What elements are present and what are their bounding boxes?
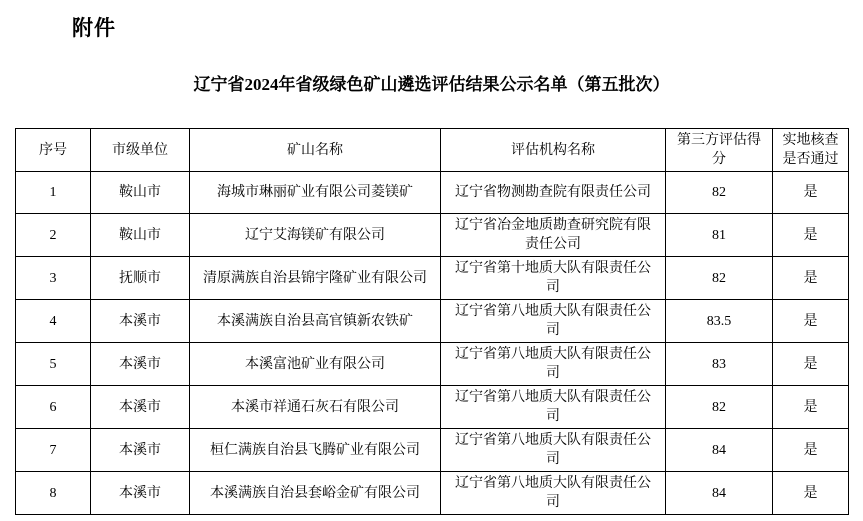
cell-mine-name: 本溪满族自治县套峪金矿有限公司 <box>190 472 441 515</box>
cell-score: 83.5 <box>666 300 773 343</box>
cell-city: 抚顺市 <box>91 257 190 300</box>
cell-verified: 是 <box>773 257 849 300</box>
table-row <box>16 300 849 343</box>
cell-agency: 辽宁省物测勘查院有限责任公司 <box>441 172 666 214</box>
cell-mine-name: 本溪富池矿业有限公司 <box>190 343 441 386</box>
cell-score: 82 <box>666 172 773 214</box>
table-row <box>16 214 849 257</box>
cell-agency: 辽宁省第八地质大队有限责任公司 <box>441 429 666 472</box>
table-row <box>16 343 849 386</box>
cell-mine-name: 本溪市祥通石灰石有限公司 <box>190 386 441 429</box>
cell-city: 本溪市 <box>91 429 190 472</box>
cell-verified: 是 <box>773 214 849 257</box>
cell-score: 84 <box>666 472 773 515</box>
cell-verified: 是 <box>773 172 849 214</box>
cell-agency: 辽宁省第八地质大队有限责任公司 <box>441 472 666 515</box>
cell-verified: 是 <box>773 300 849 343</box>
cell-city: 本溪市 <box>91 386 190 429</box>
cell-seq: 7 <box>16 429 91 472</box>
cell-mine-name: 清原满族自治县锦宇隆矿业有限公司 <box>190 257 441 300</box>
col-header-agency: 评估机构名称 <box>441 129 666 172</box>
page-title: 辽宁省2024年省级绿色矿山遴选评估结果公示名单（第五批次） <box>193 75 670 94</box>
col-header-city: 市级单位 <box>91 129 190 172</box>
cell-city: 本溪市 <box>91 472 190 515</box>
cell-agency: 辽宁省冶金地质勘查研究院有限责任公司 <box>441 214 666 257</box>
cell-verified: 是 <box>773 429 849 472</box>
cell-seq: 4 <box>16 300 91 343</box>
cell-agency: 辽宁省第十地质大队有限责任公司 <box>441 257 666 300</box>
table-row <box>16 172 849 214</box>
results-table <box>15 128 849 515</box>
cell-verified: 是 <box>773 472 849 515</box>
col-header-score: 第三方评估得分 <box>666 129 773 172</box>
cell-agency: 辽宁省第八地质大队有限责任公司 <box>441 386 666 429</box>
cell-score: 82 <box>666 257 773 300</box>
cell-mine-name: 桓仁满族自治县飞腾矿业有限公司 <box>190 429 441 472</box>
cell-agency: 辽宁省第八地质大队有限责任公司 <box>441 300 666 343</box>
cell-score: 81 <box>666 214 773 257</box>
cell-mine-name: 海城市琳丽矿业有限公司菱镁矿 <box>190 172 441 214</box>
cell-verified: 是 <box>773 343 849 386</box>
col-header-verified: 实地核查是否通过 <box>773 129 849 172</box>
cell-mine-name: 辽宁艾海镁矿有限公司 <box>190 214 441 257</box>
cell-seq: 2 <box>16 214 91 257</box>
cell-seq: 3 <box>16 257 91 300</box>
cell-city: 本溪市 <box>91 300 190 343</box>
col-header-seq: 序号 <box>16 129 91 172</box>
table-row <box>16 429 849 472</box>
cell-agency: 辽宁省第八地质大队有限责任公司 <box>441 343 666 386</box>
cell-seq: 5 <box>16 343 91 386</box>
attachment-label: 附件 <box>72 17 116 40</box>
cell-score: 82 <box>666 386 773 429</box>
cell-seq: 6 <box>16 386 91 429</box>
cell-seq: 1 <box>16 172 91 214</box>
table-row <box>16 386 849 429</box>
table-row <box>16 257 849 300</box>
cell-score: 84 <box>666 429 773 472</box>
cell-score: 83 <box>666 343 773 386</box>
cell-seq: 8 <box>16 472 91 515</box>
cell-mine-name: 本溪满族自治县高官镇新农铁矿 <box>190 300 441 343</box>
cell-verified: 是 <box>773 386 849 429</box>
cell-city: 鞍山市 <box>91 214 190 257</box>
col-header-mine-name: 矿山名称 <box>190 129 441 172</box>
cell-city: 鞍山市 <box>91 172 190 214</box>
table-header-row <box>16 129 849 172</box>
cell-city: 本溪市 <box>91 343 190 386</box>
table-row <box>16 472 849 515</box>
